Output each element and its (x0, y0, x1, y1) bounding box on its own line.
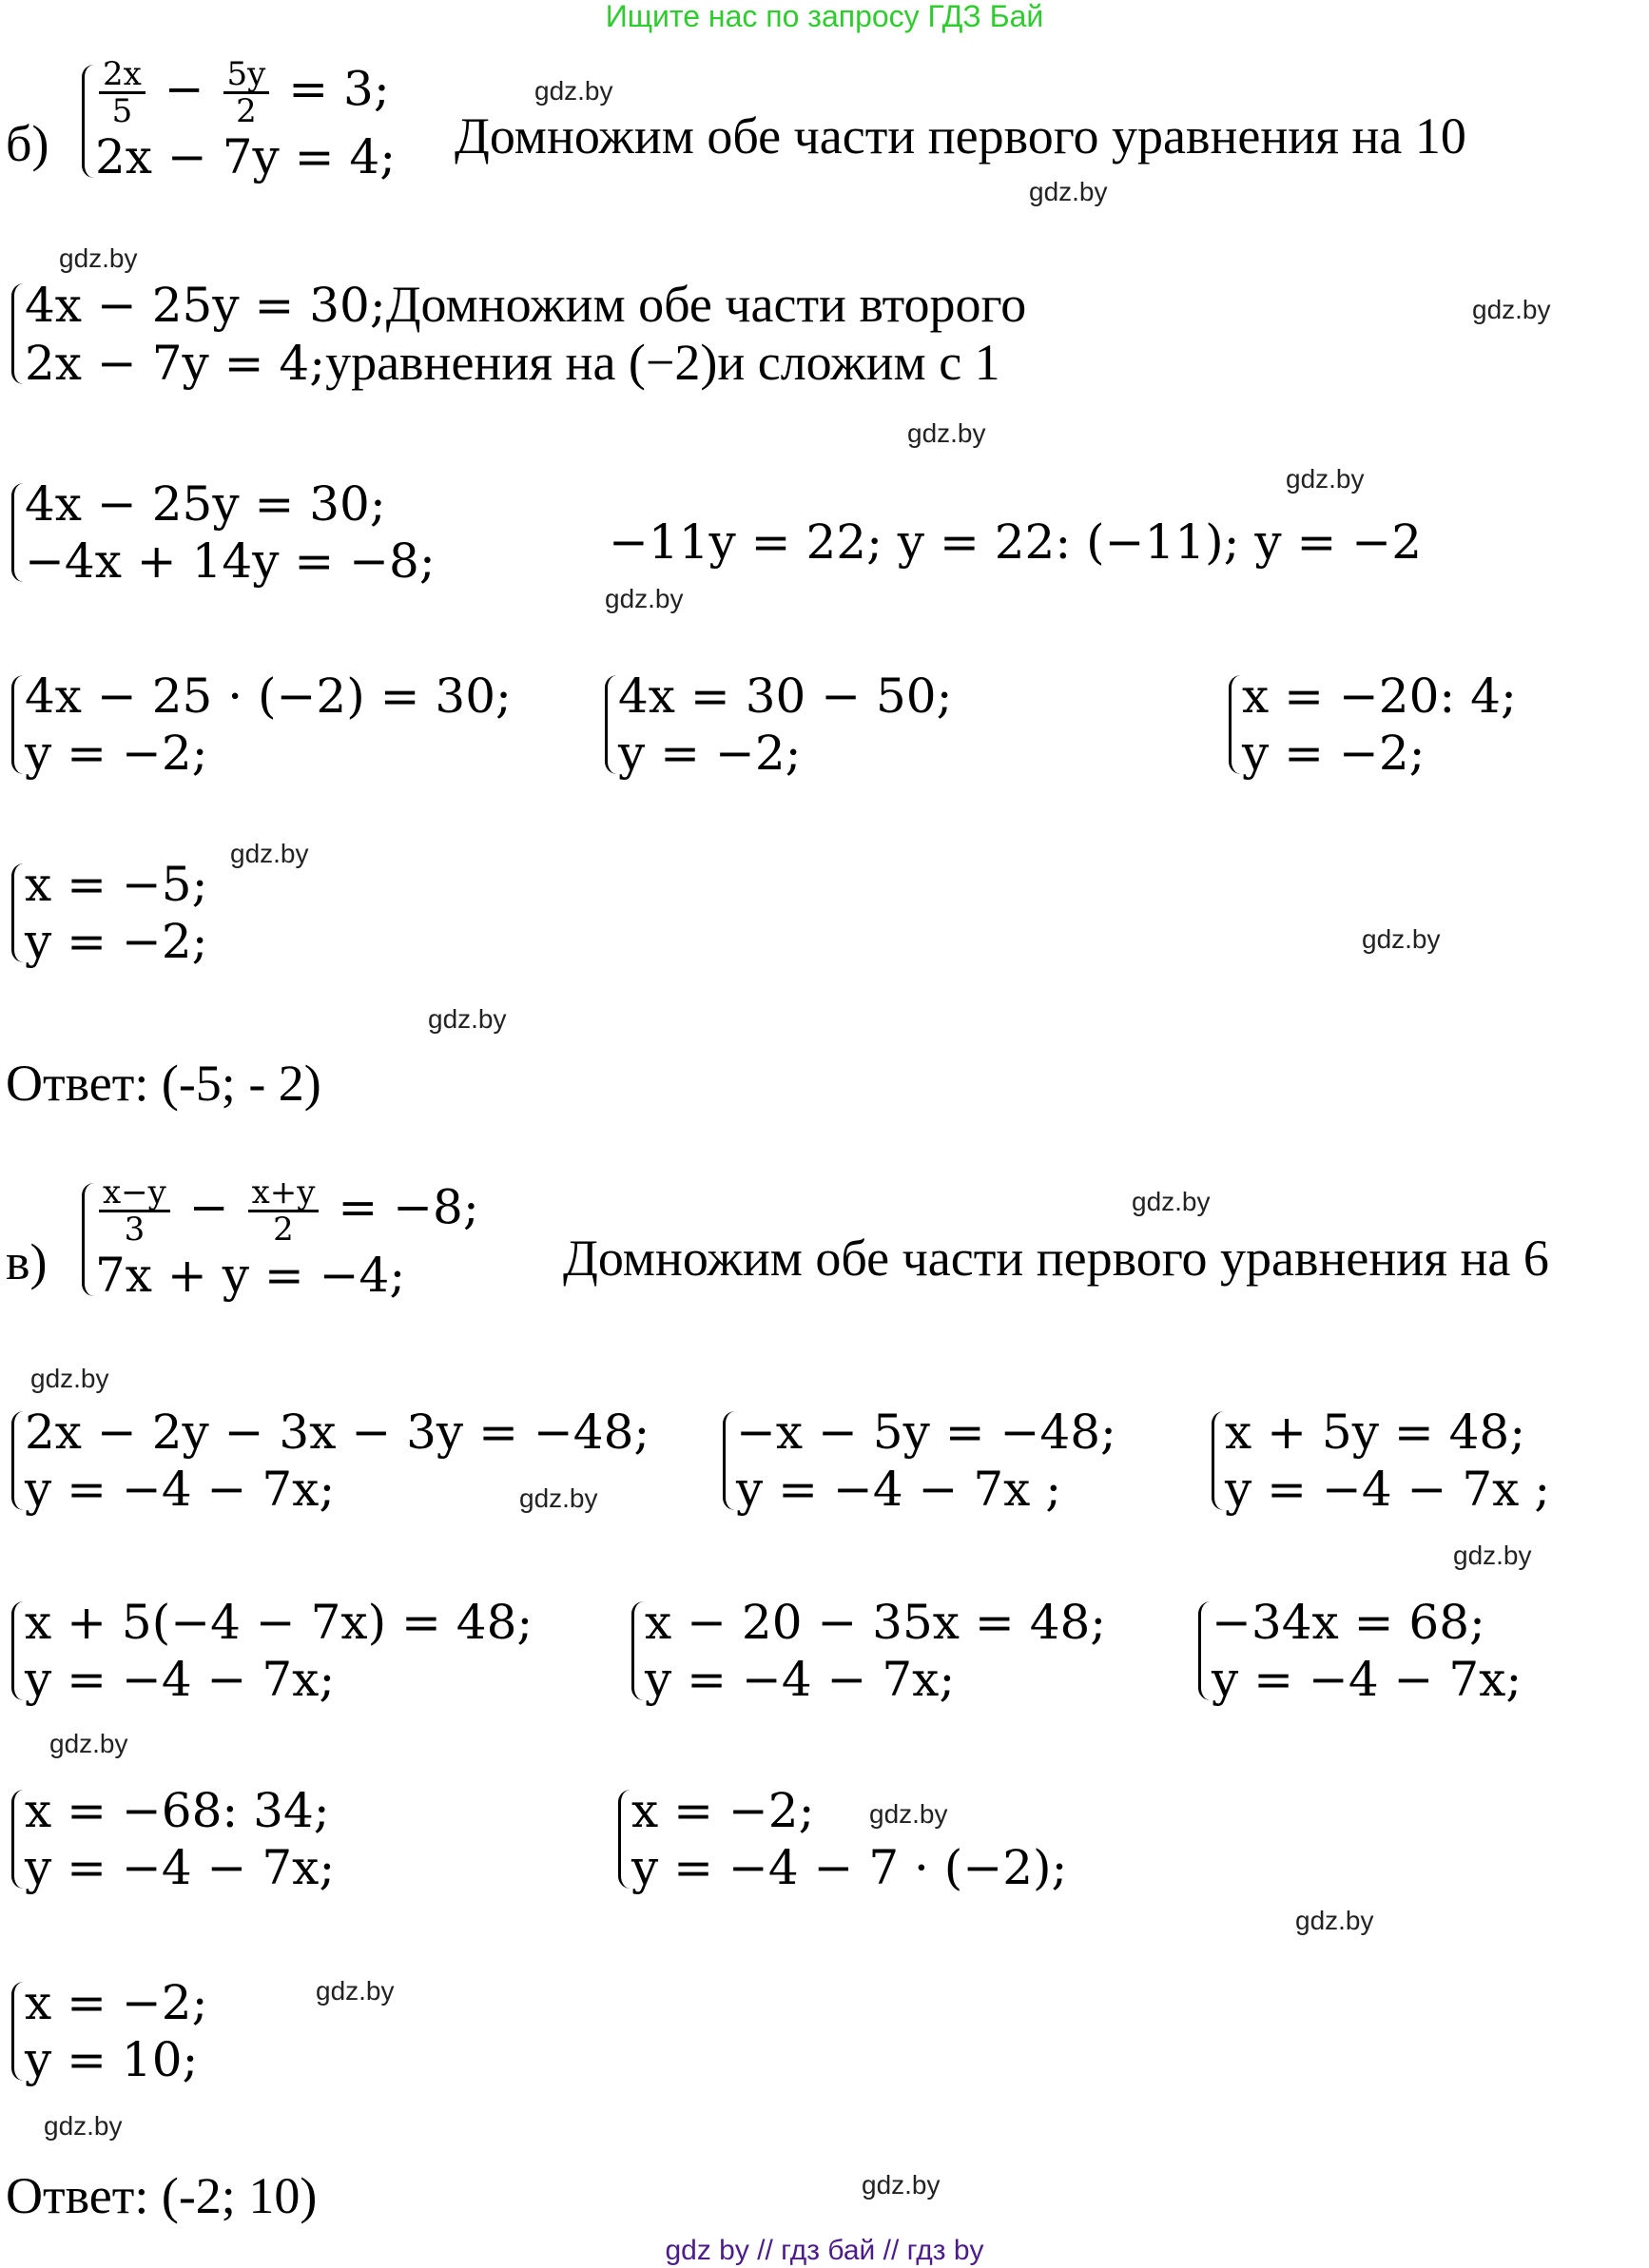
brace-icon (597, 668, 618, 782)
watermark: gdz.by (1472, 295, 1551, 324)
watermark: gdz.by (605, 584, 684, 613)
part-b-system-6: x = −20: 4; y = −2; (1221, 668, 1517, 782)
watermark: gdz.by (30, 1364, 109, 1393)
part-b-system-2: 4x − 25y = 30;Домножим обе части второго 2x − 7y = 4;уравнения на (−2)и сложим с 1 (4, 276, 1026, 392)
part-v-system-9: x = −2; y = −4 − 7 · (−2); (611, 1782, 1067, 1896)
watermark: gdz.by (1029, 177, 1108, 206)
watermark: gdz.by (1295, 1906, 1374, 1935)
watermark: gdz.by (1453, 1541, 1532, 1570)
part-v-label: в) (6, 1233, 48, 1290)
part-b-system-5: 4x = 30 − 50; y = −2; (597, 668, 952, 782)
part-v-system-10: x = −2; y = 10; (4, 1974, 207, 2088)
brace-icon (715, 1404, 736, 1518)
brace-icon (4, 475, 25, 590)
note: Домножим обе части первого уравнения на 6 (563, 1230, 1549, 1287)
note: Домножим обе части первого уравнения на 10 (455, 107, 1466, 165)
brace-icon (74, 1175, 95, 1304)
answer: Ответ: (-2; 10) (6, 2167, 318, 2224)
part-v-system-4: x + 5y = 48; y = −4 − 7x ; (1204, 1404, 1550, 1518)
brace-icon (611, 1782, 631, 1896)
brace-icon (4, 1782, 25, 1896)
search-banner[interactable]: Ищите нас по запросу ГДЗ Бай (605, 0, 1044, 33)
footer-links[interactable]: gdz by // гдз бай // гдз by (665, 2235, 984, 2266)
watermark: gdz.by (869, 1799, 948, 1829)
watermark: gdz.by (316, 1976, 395, 2006)
part-v-system-3: −x − 5y = −48; y = −4 − 7x ; (715, 1404, 1116, 1518)
watermark: gdz.by (907, 418, 986, 448)
brace-icon (4, 1404, 25, 1518)
part-v-system-7: −34x = 68; y = −4 − 7x; (1191, 1594, 1522, 1708)
brace-icon (1204, 1404, 1225, 1518)
brace-icon (74, 57, 95, 185)
watermark: gdz.by (44, 2111, 123, 2141)
part-v-system-2: 2x − 2y − 3x − 3y = −48; y = −4 − 7x; (4, 1404, 650, 1518)
watermark: gdz.by (1132, 1187, 1211, 1216)
part-v-system-6: x − 20 − 35x = 48; y = −4 − 7x; (624, 1594, 1106, 1708)
brace-icon (1221, 668, 1242, 782)
brace-icon (4, 276, 25, 392)
watermark: gdz.by (862, 2170, 941, 2200)
answer: Ответ: (-5; - 2) (6, 1055, 321, 1112)
part-v-system-5: x + 5(−4 − 7x) = 48; y = −4 − 7x; (4, 1594, 533, 1708)
brace-icon (4, 1974, 25, 2088)
brace-icon (4, 1594, 25, 1708)
watermark: gdz.by (428, 1004, 507, 1034)
watermark: gdz.by (230, 839, 309, 868)
part-v-system-8: x = −68: 34; y = −4 − 7x; (4, 1782, 335, 1896)
part-b-system-1: $\frac{2x}{5}$ − $\frac{5y}{2}$ = 3; 2x − 7y = 4; (74, 57, 396, 185)
part-b-system-3: 4x − 25y = 30; −4x + 14y = −8; (4, 475, 436, 590)
watermark: gdz.by (59, 243, 138, 273)
brace-icon (624, 1594, 645, 1708)
watermark: gdz.by (1286, 464, 1365, 494)
brace-icon (1191, 1594, 1212, 1708)
brace-icon (4, 668, 25, 782)
part-v-system-1: $\frac{x-y}{3}$ − $\frac{x+y}{2}$ = −8; 7x + y = −4; (74, 1175, 479, 1304)
brace-icon (4, 856, 25, 970)
part-b-system-4: 4x − 25 · (−2) = 30; y = −2; (4, 668, 512, 782)
part-b-system-7: x = −5; y = −2; (4, 856, 207, 970)
watermark: gdz.by (534, 76, 613, 106)
part-b-label: б) (6, 115, 49, 172)
watermark: gdz.by (49, 1729, 128, 1758)
watermark: gdz.by (1362, 924, 1441, 954)
solve-line: −11y = 22; y = 22: (−11); y = −2 (609, 514, 1423, 570)
watermark: gdz.by (519, 1483, 598, 1513)
